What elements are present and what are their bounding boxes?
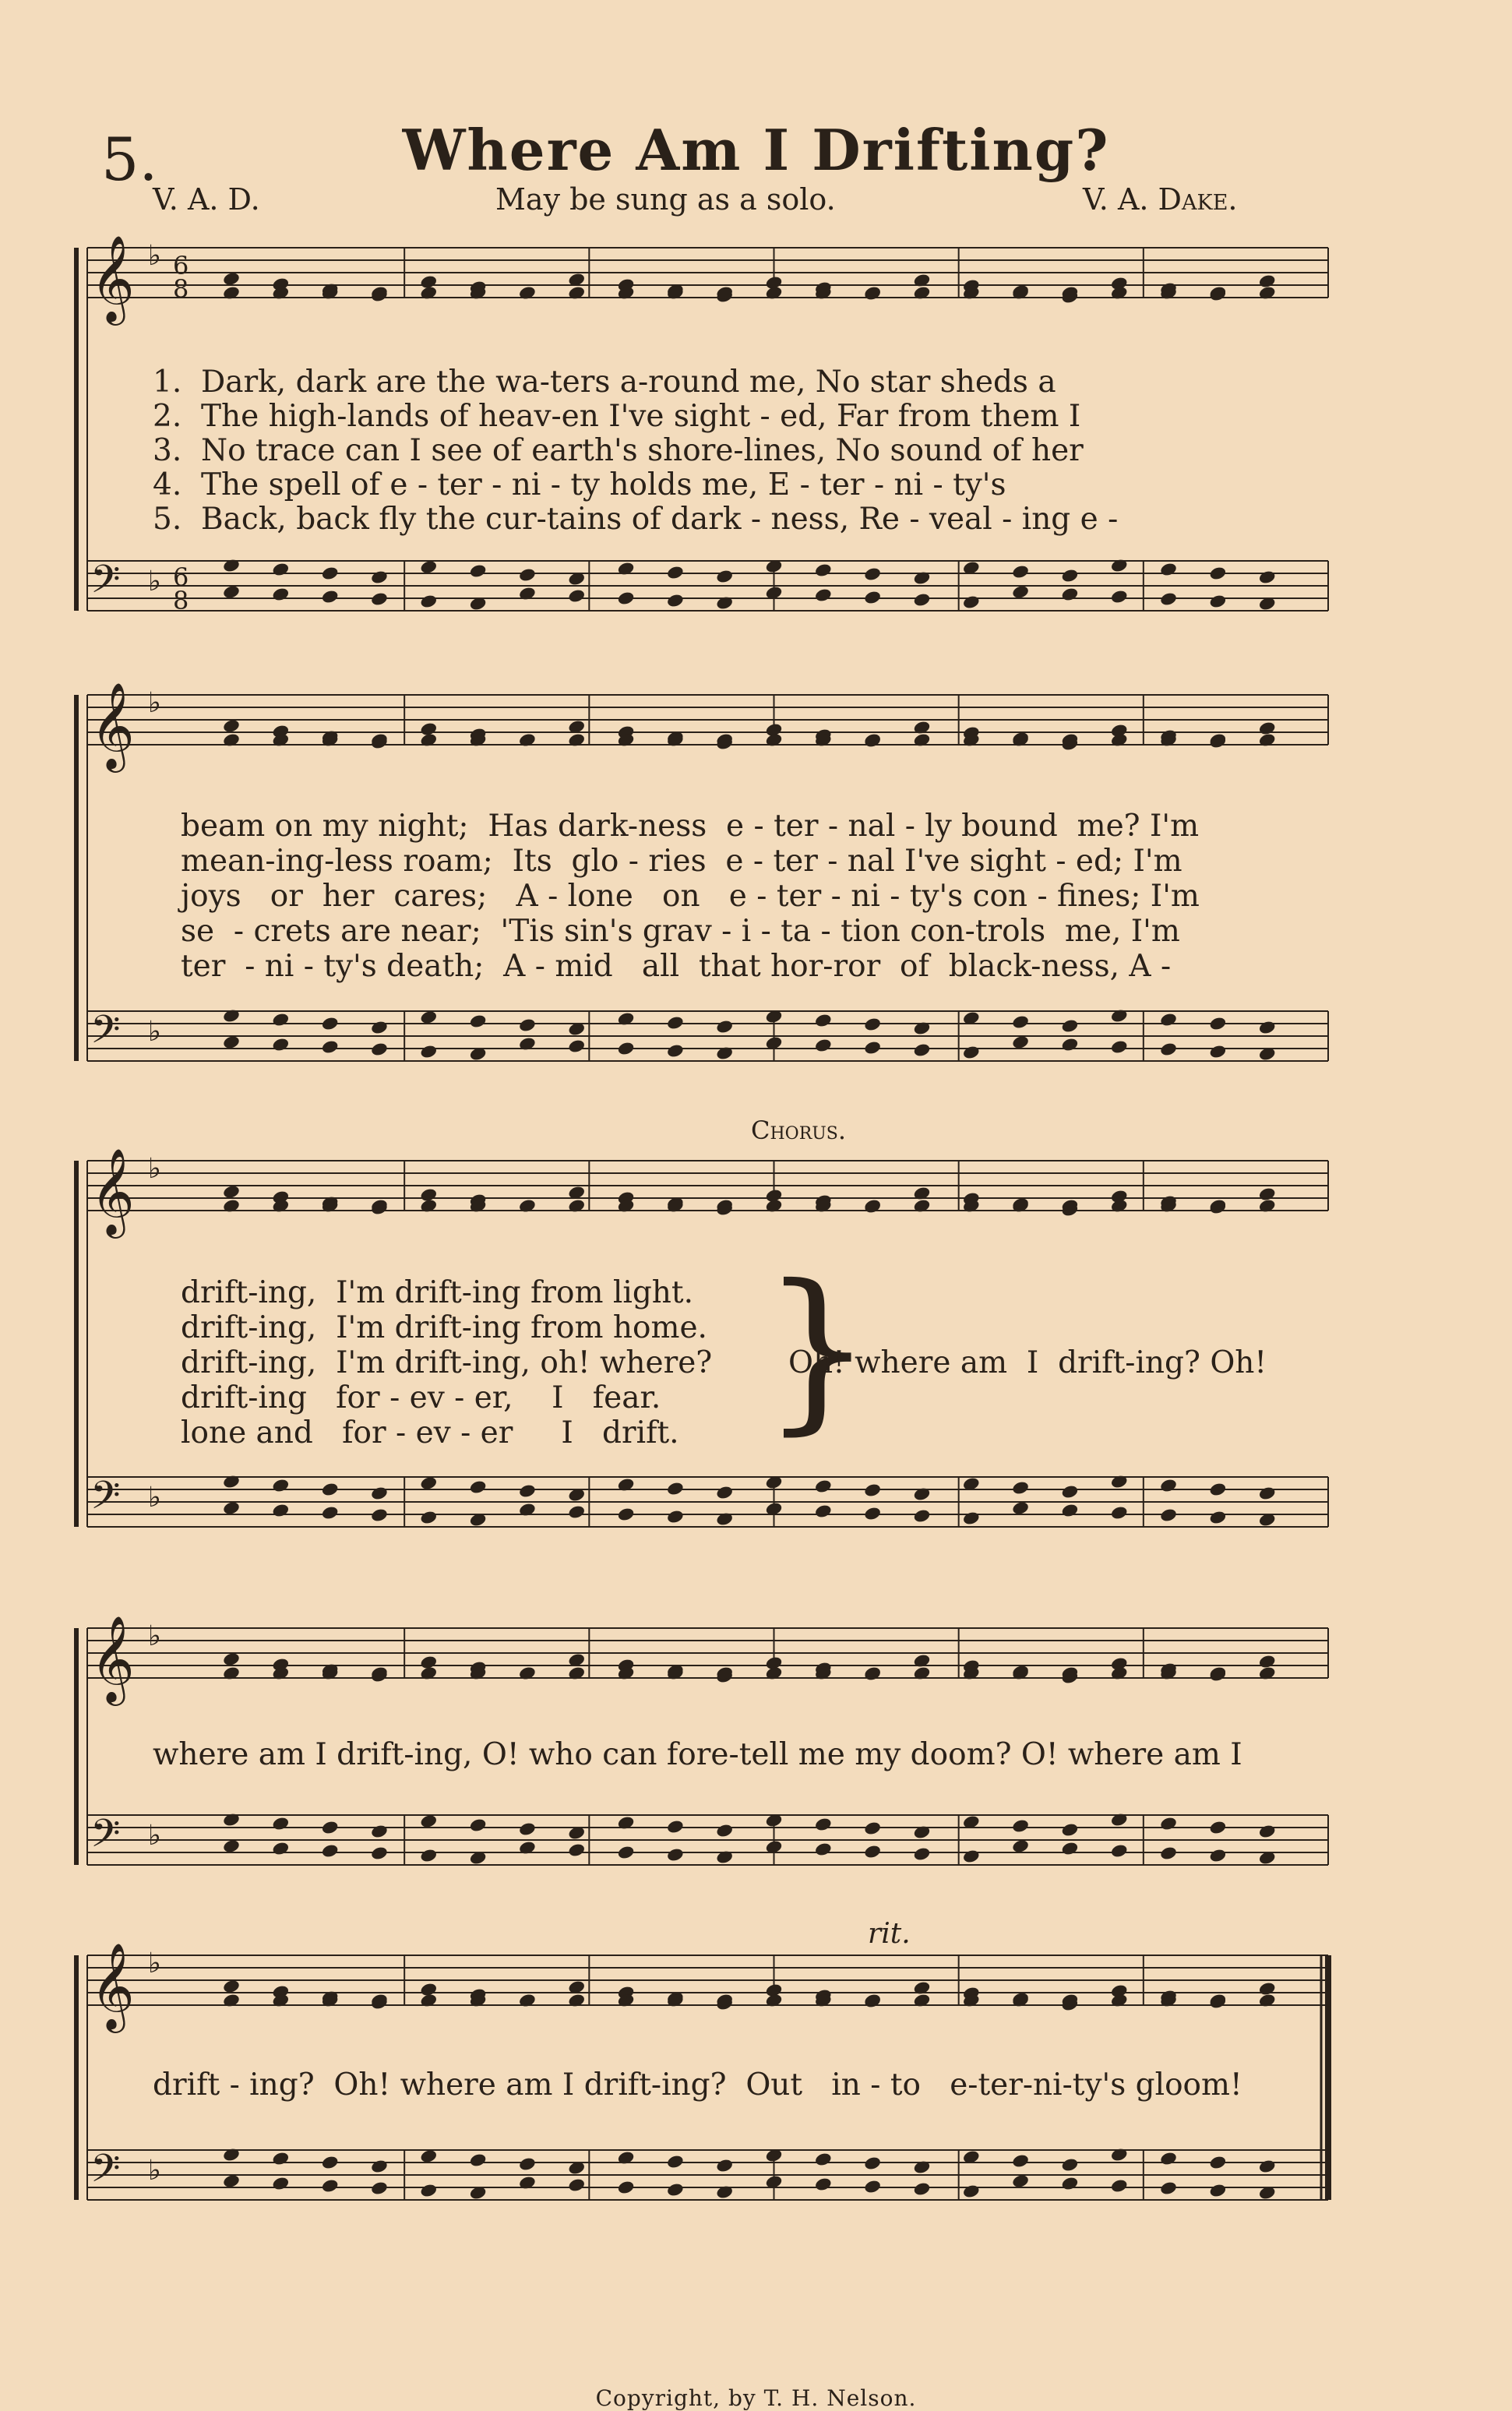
note-head	[222, 718, 241, 734]
flat-icon: ♭	[148, 1482, 161, 1514]
flat-icon: ♭	[148, 1016, 161, 1048]
note-head	[1258, 273, 1277, 289]
note-head	[1110, 589, 1129, 605]
verse-block-2-line-3: joys or her cares; A - lone on e - ter - ni - ty's con - fines; I'm	[181, 879, 1200, 914]
note-head	[370, 1486, 389, 1501]
music-credit: V. A. Dake.	[1083, 182, 1238, 217]
note-head	[863, 1482, 882, 1498]
chorus-line-1: where am I drift-ing, O! who can fore-tell me my doom? O! where am I	[153, 1737, 1242, 1772]
note-head	[863, 1506, 882, 1521]
note-head	[321, 1843, 340, 1859]
bass-clef-icon: 𝄢	[90, 1811, 121, 1866]
note-head	[518, 2156, 537, 2172]
note-head	[321, 1016, 340, 1031]
verse-block-3-line-4: drift-ing for - ev - er, I fear.	[181, 1380, 661, 1415]
note-head	[272, 1503, 291, 1518]
note-head	[814, 587, 833, 603]
note-head	[321, 566, 340, 581]
note-head	[321, 2178, 340, 2194]
note-head	[1209, 1820, 1228, 1835]
verse-1-line: 1. Dark, dark are the wa-ters a-round me, No star sheds a	[153, 365, 1056, 400]
note-head	[1159, 2180, 1178, 2196]
note-head	[222, 2173, 241, 2189]
note-head	[962, 1849, 981, 1864]
note-head	[1159, 2151, 1178, 2166]
note-head	[913, 1508, 932, 1524]
verse-block-2-line-2: mean-ing-less roam; Its glo - ries e - ter - nal I've sight - ed; I'm	[181, 844, 1182, 879]
note-head	[617, 1845, 636, 1860]
flat-icon: ♭	[148, 1947, 161, 1979]
note-head	[1110, 1039, 1129, 1055]
note-head	[913, 2181, 932, 2197]
note-head	[962, 1510, 981, 1526]
note-head	[1209, 1044, 1228, 1059]
note-head	[715, 1485, 734, 1500]
note-head	[272, 562, 291, 577]
note-head	[1011, 1818, 1030, 1834]
note-head	[666, 593, 685, 608]
note-head	[617, 1041, 636, 1056]
note-head	[272, 1037, 291, 1052]
note-head	[962, 1045, 981, 1060]
note-head	[419, 1044, 438, 1059]
note-head	[222, 584, 241, 600]
verse-3-line: 3. No trace can I see of earth's shore-lines, No sound of her	[153, 433, 1084, 468]
note-head	[321, 1482, 340, 1497]
verse-block-2-line-5: ter - ni - ty's death; A - mid all that hor-ror of black-ness, A -	[181, 949, 1172, 984]
verse-block-3-line-1: drift-ing, I'm drift-ing from light.	[181, 1275, 693, 1310]
note-head	[1061, 2157, 1080, 2173]
time-signature-numerator: 6	[173, 562, 189, 592]
note-head	[370, 1824, 389, 1839]
note-head	[1159, 1478, 1178, 1493]
note-head	[1258, 2159, 1277, 2174]
note-head	[1258, 1486, 1277, 1501]
note-head	[222, 1651, 241, 1667]
note-head	[1159, 1507, 1178, 1523]
note-head	[419, 1814, 438, 1829]
note-head	[321, 2155, 340, 2170]
note-head	[518, 1017, 537, 1033]
note-head	[321, 1820, 340, 1835]
verse-block-2-line-4: se - crets are near; 'Tis sin's grav - i - ta - tion con-trols me, I'm	[181, 914, 1180, 949]
note-head	[617, 2180, 636, 2195]
hymn-number: 5.	[101, 125, 158, 194]
note-head	[419, 1510, 438, 1525]
note-head	[272, 2151, 291, 2166]
note-head	[1209, 2183, 1228, 2198]
note-head	[814, 1013, 833, 1028]
note-head	[1061, 1018, 1080, 1034]
note-head	[370, 569, 389, 585]
verse-2-line: 2. The high-lands of heav-en I've sight - ed, Far from them I	[153, 399, 1081, 434]
verse-block-3-line-3: drift-ing, I'm drift-ing, oh! where?	[181, 1345, 713, 1380]
note-head	[321, 589, 340, 605]
chorus-line-2: drift - ing? Oh! where am I drift-ing? Out in - to e-ter-ni-ty's gloom!	[153, 2067, 1242, 2103]
note-head	[814, 1817, 833, 1832]
verse-block-2-line-1: beam on my night; Has dark-ness e - ter - nal - ly bound me? I'm	[181, 809, 1200, 844]
note-head	[715, 569, 734, 584]
note-head	[715, 1019, 734, 1035]
note-head	[666, 1509, 685, 1524]
flat-icon: ♭	[148, 1620, 161, 1652]
note-head	[222, 1035, 241, 1050]
note-head	[567, 1038, 586, 1054]
note-head	[863, 1844, 882, 1859]
time-signature-numerator: 6	[173, 251, 189, 280]
note-head	[272, 2176, 291, 2191]
note-head	[419, 594, 438, 609]
note-head	[962, 594, 981, 610]
note-head	[222, 271, 241, 287]
note-head	[1011, 564, 1030, 580]
note-head	[370, 1042, 389, 1057]
note-head	[1159, 1012, 1178, 1027]
note-head	[1209, 594, 1228, 609]
note-head	[617, 1507, 636, 1522]
note-head	[469, 2152, 488, 2168]
note-head	[814, 1503, 833, 1519]
note-head	[370, 1845, 389, 1861]
note-head	[1209, 1510, 1228, 1525]
note-head	[1011, 2173, 1030, 2189]
note-head	[814, 562, 833, 578]
treble-clef-icon: 𝄞	[90, 682, 135, 769]
flat-icon: ♭	[148, 1153, 161, 1185]
note-head	[370, 1507, 389, 1523]
note-head	[715, 2158, 734, 2173]
note-head	[814, 2152, 833, 2167]
verse-4-line: 4. The spell of e - ter - ni - ty holds me, E - ter - ni - ty's	[153, 467, 1006, 502]
note-head	[469, 563, 488, 579]
note-head	[419, 1848, 438, 1863]
note-head	[1061, 1841, 1080, 1856]
note-head	[321, 1505, 340, 1521]
note-head	[617, 590, 636, 606]
bass-clef-icon: 𝄢	[90, 1007, 121, 1062]
note-head	[863, 566, 882, 582]
note-head	[370, 1020, 389, 1035]
note-head	[913, 1042, 932, 1058]
verse-brace: }	[762, 1247, 873, 1450]
flat-icon: ♭	[148, 1820, 161, 1852]
note-head	[1258, 1981, 1277, 1997]
note-head	[1209, 1016, 1228, 1031]
note-head	[666, 1847, 685, 1863]
note-head	[666, 2154, 685, 2170]
treble-clef-icon: 𝄞	[90, 234, 135, 322]
note-head	[1011, 2153, 1030, 2169]
note-head	[1209, 566, 1228, 581]
note-head	[567, 1504, 586, 1520]
copyright-notice: Copyright, by T. H. Nelson.	[595, 2385, 917, 2411]
chorus-refrain: Oh! where am I drift-ing? Oh!	[788, 1345, 1267, 1380]
note-head	[1159, 1042, 1178, 1057]
note-head	[814, 1038, 833, 1053]
bass-clef-icon: 𝄢	[90, 2146, 121, 2201]
note-head	[1258, 1020, 1277, 1035]
note-head	[1110, 1505, 1129, 1521]
note-head	[1061, 1822, 1080, 1838]
note-head	[1110, 1843, 1129, 1859]
note-head	[370, 591, 389, 607]
note-head	[419, 559, 438, 575]
note-head	[1209, 1848, 1228, 1863]
note-head	[469, 1013, 488, 1029]
note-head	[863, 1821, 882, 1836]
note-head	[1159, 1816, 1178, 1831]
note-head	[272, 1478, 291, 1493]
ritardando-mark: rit.	[868, 1918, 911, 1950]
note-head	[272, 587, 291, 602]
note-head	[1209, 1482, 1228, 1497]
note-head	[1061, 587, 1080, 602]
note-head	[370, 2159, 389, 2174]
note-head	[1061, 2176, 1080, 2191]
note-head	[1258, 1824, 1277, 1839]
note-head	[370, 2180, 389, 2196]
note-head	[222, 1979, 241, 1994]
note-head	[222, 1500, 241, 1516]
note-head	[1258, 1654, 1277, 1669]
verse-5-line: 5. Back, back fly the cur-tains of dark - ness, Re - veal - ing e -	[153, 502, 1119, 537]
note-head	[863, 2179, 882, 2194]
note-head	[1159, 562, 1178, 577]
note-head	[1011, 1500, 1030, 1516]
note-head	[419, 2183, 438, 2198]
note-head	[666, 1481, 685, 1496]
note-head	[272, 1816, 291, 1831]
note-head	[1011, 1838, 1030, 1854]
note-head	[419, 1010, 438, 1025]
note-head	[518, 567, 537, 583]
note-head	[863, 1017, 882, 1032]
note-head	[222, 1838, 241, 1854]
note-head	[272, 1841, 291, 1856]
note-head	[419, 2148, 438, 2164]
flat-icon: ♭	[148, 240, 161, 272]
note-head	[1061, 568, 1080, 583]
note-head	[666, 565, 685, 580]
note-head	[863, 1040, 882, 1056]
note-head	[469, 1479, 488, 1495]
note-head	[1258, 1186, 1277, 1202]
note-head	[666, 1015, 685, 1031]
note-head	[814, 1479, 833, 1494]
bass-clef-icon: 𝄢	[90, 557, 121, 612]
note-head	[1159, 591, 1178, 607]
chorus-label: Chorus.	[751, 1116, 847, 1145]
note-head	[419, 1475, 438, 1491]
note-head	[1258, 569, 1277, 585]
note-head	[666, 1819, 685, 1835]
note-head	[913, 592, 932, 608]
performance-note: May be sung as a solo.	[495, 182, 836, 217]
note-head	[518, 1483, 537, 1499]
note-head	[863, 2155, 882, 2171]
note-head	[1061, 1037, 1080, 1052]
note-head	[1061, 1484, 1080, 1500]
note-head	[913, 1846, 932, 1862]
note-head	[666, 2182, 685, 2198]
words-credit: V. A. D.	[153, 182, 260, 217]
bass-clef-icon: 𝄢	[90, 1473, 121, 1528]
verse-block-3-line-5: lone and for - ev - er I drift.	[181, 1415, 679, 1450]
treble-clef-icon: 𝄞	[90, 1942, 135, 2029]
note-head	[567, 2177, 586, 2193]
note-head	[814, 2177, 833, 2192]
time-signature-denominator: 8	[173, 274, 189, 304]
verse-block-3-line-2: drift-ing, I'm drift-ing from home.	[181, 1310, 707, 1345]
note-head	[1011, 1035, 1030, 1050]
note-head	[715, 1823, 734, 1838]
note-head	[1258, 721, 1277, 736]
note-head	[222, 1184, 241, 1200]
note-head	[567, 1842, 586, 1858]
note-head	[321, 1039, 340, 1055]
note-head	[1061, 1503, 1080, 1518]
note-head	[1159, 1845, 1178, 1861]
note-head	[469, 1817, 488, 1833]
note-head	[863, 590, 882, 605]
note-head	[1209, 2155, 1228, 2170]
treble-clef-icon: 𝄞	[90, 1147, 135, 1235]
note-head	[1011, 1480, 1030, 1496]
flat-icon: ♭	[148, 2155, 161, 2187]
note-head	[962, 2184, 981, 2199]
flat-icon: ♭	[148, 687, 161, 719]
note-head	[518, 1821, 537, 1837]
note-head	[1011, 584, 1030, 600]
note-head	[1110, 2178, 1129, 2194]
note-head	[814, 1842, 833, 1857]
hymn-title: Where Am I Drifting?	[402, 117, 1110, 183]
time-signature-denominator: 8	[173, 586, 189, 615]
flat-icon: ♭	[148, 566, 161, 597]
note-head	[272, 1012, 291, 1027]
note-head	[666, 1043, 685, 1059]
note-head	[1011, 1014, 1030, 1030]
treble-clef-icon: 𝄞	[90, 1615, 135, 1702]
note-head	[567, 588, 586, 604]
